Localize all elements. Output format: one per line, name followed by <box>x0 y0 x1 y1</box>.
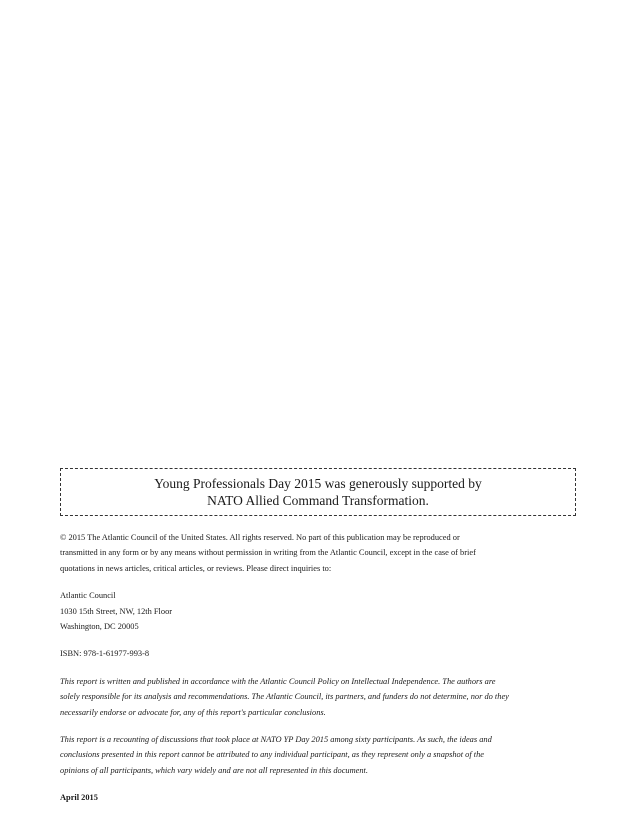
address-block <box>60 588 578 634</box>
independence-line-3: necessarily endorse or advocate for, any of this report's particular conclusions. <box>60 707 326 717</box>
publication-date-text: April 2015 <box>60 793 98 803</box>
sponsor-line-1: Young Professionals Day 2015 was generously supported by <box>154 476 482 491</box>
isbn <box>60 646 578 661</box>
recounting-line-1: This report is a recounting of discussions that took place at NATO YP Day 2015 among sixty participants. As such, the ideas and <box>60 735 492 745</box>
colophon <box>60 530 578 818</box>
address-org: Atlantic Council <box>60 591 116 601</box>
recounting-line-2: conclusions presented in this report cannot be attributed to any individual participant, as they represent only a snapshot of the <box>60 750 484 760</box>
copyright-line-3: quotations in news articles, critical articles, or reviews. Please direct inquiries to: <box>60 563 332 573</box>
independence-line-2: solely responsible for its analysis and recommendations. The Atlantic Council, its partners, and funders do not determine, nor do they <box>60 692 509 702</box>
independence-line-1: This report is written and published in accordance with the Atlantic Council Policy on Intellectual Independence. The authors are <box>60 676 496 686</box>
publication-date <box>60 790 578 805</box>
address-street: 1030 15th Street, NW, 12th Floor <box>60 606 173 616</box>
independence-statement <box>60 674 578 720</box>
copyright-line-2: transmitted in any form or by any means without permission in writing from the Atlantic Council, except in the case of brief <box>60 548 476 558</box>
recounting-statement <box>60 732 578 778</box>
sponsor-line-2: NATO Allied Command Transformation. <box>207 493 429 508</box>
copyright-line-1: © 2015 The Atlantic Council of the United States. All rights reserved. No part of this publication may be reproduced or <box>60 533 460 542</box>
address-city: Washington, DC 20005 <box>60 622 139 632</box>
copyright-notice <box>60 530 578 576</box>
isbn-text: ISBN: 978-1-61977-993-8 <box>60 649 150 659</box>
recounting-line-3: opinions of all participants, which vary widely and are not all represented in this document. <box>60 765 368 775</box>
sponsor-notice-box <box>60 468 576 516</box>
